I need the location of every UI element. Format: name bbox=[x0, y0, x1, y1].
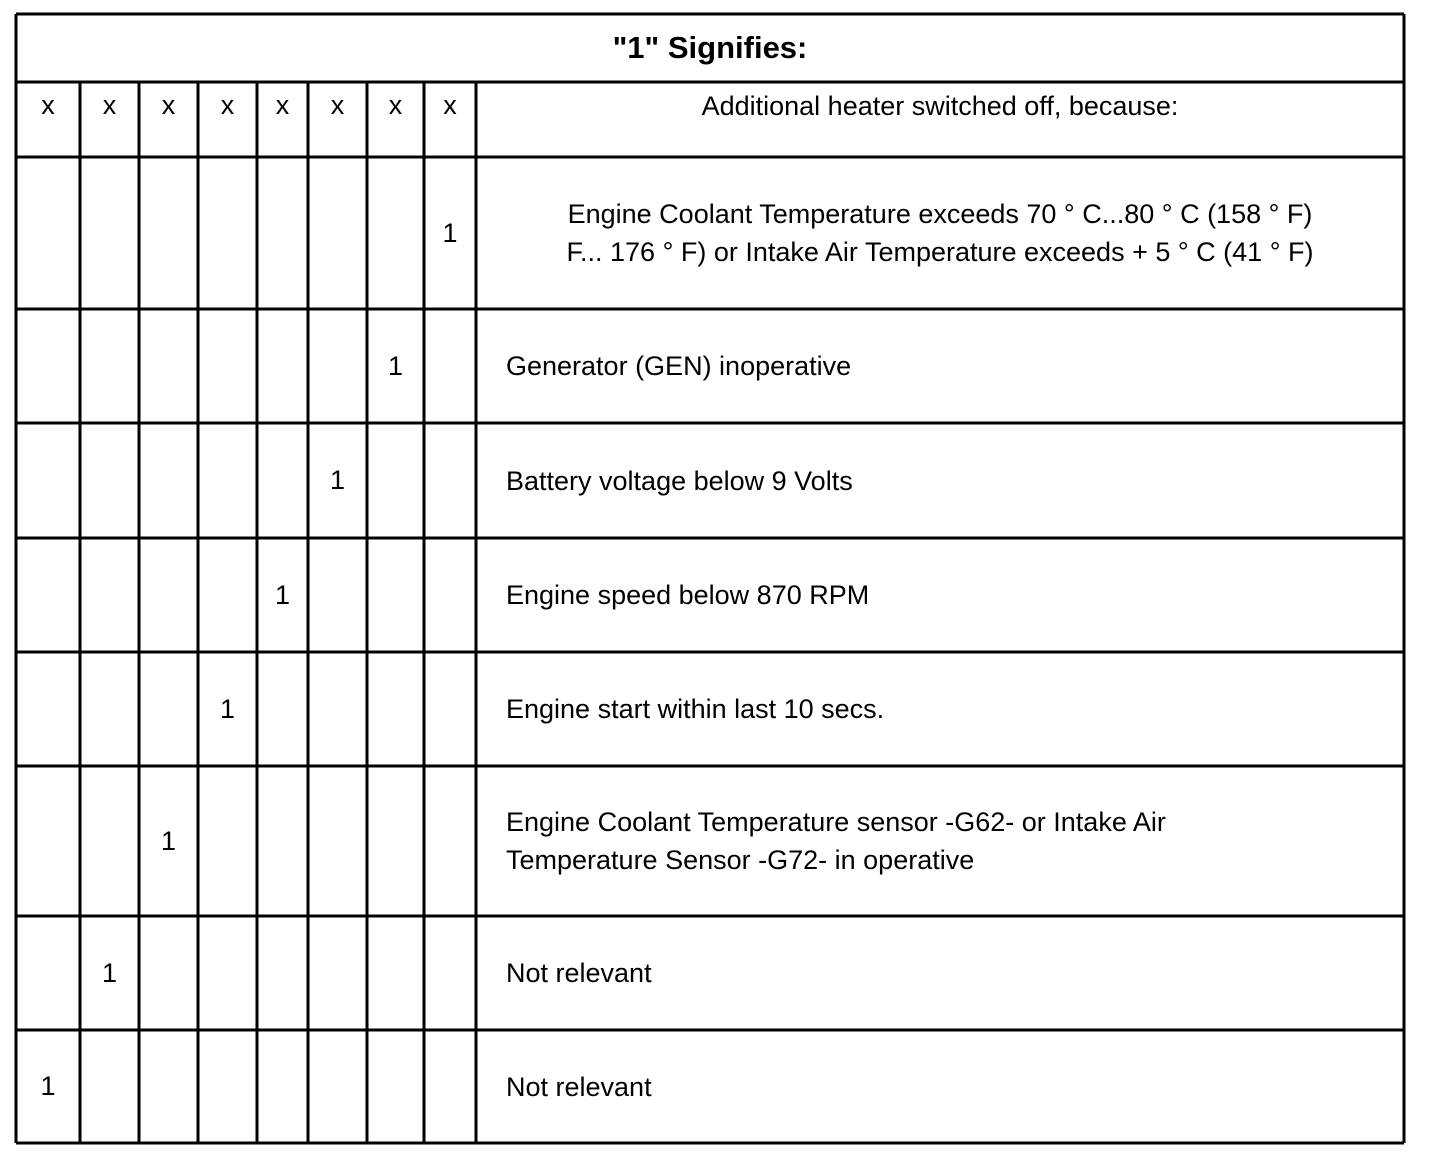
header-bit-label: x bbox=[41, 90, 55, 120]
header-bit-label: x bbox=[443, 90, 457, 120]
bit-value-cell: 1 bbox=[40, 1071, 56, 1101]
row-description-text: Engine Coolant Temperature sensor -G62- or Intake Air Temperature Sensor -G72- in operative bbox=[506, 807, 1166, 875]
header-bit-label: x bbox=[330, 90, 345, 120]
bit-value-cell: 1 bbox=[442, 217, 458, 248]
bit-value-cell: 1 bbox=[387, 350, 404, 381]
row-description bbox=[476, 309, 1404, 423]
row-description bbox=[476, 766, 1404, 916]
header-bit-label: x bbox=[220, 90, 235, 120]
row-description-text: Not relevant bbox=[506, 1071, 652, 1102]
row-description-text: Battery voltage below 9 Volts bbox=[506, 465, 853, 496]
header-bit-label: x bbox=[161, 90, 176, 120]
bit-value-cell: 1 bbox=[329, 465, 346, 495]
header-bit-label: x bbox=[102, 90, 117, 120]
row-description bbox=[476, 538, 1404, 652]
bit-value-cell: 1 bbox=[160, 825, 177, 856]
row-description-text: Engine speed below 870 RPM bbox=[506, 580, 870, 610]
row-description bbox=[476, 916, 1404, 1030]
table-title: "1" Signifies: bbox=[612, 30, 808, 65]
row-description bbox=[476, 652, 1404, 766]
bit-value-cell: 1 bbox=[274, 579, 291, 610]
row-description-text: Generator (GEN) inoperative bbox=[506, 351, 852, 381]
bit-value-cell: 1 bbox=[101, 957, 118, 988]
header-description: Additional heater switched off, because: bbox=[701, 91, 1179, 121]
header-bit-label: x bbox=[275, 90, 290, 120]
row-description-text: Engine start within last 10 secs. bbox=[506, 694, 885, 724]
row-description bbox=[476, 157, 1404, 309]
row-description-text: Not relevant bbox=[506, 958, 652, 988]
row-description-text: Engine Coolant Temperature exceeds 70 ° C...80 ° C (158 ° F) F... 176 ° F) or Intake Air Temperature exceeds + 5 ° C (41 ° F) bbox=[566, 199, 1314, 267]
bit-value-cell: 1 bbox=[219, 693, 236, 724]
row-description bbox=[476, 1030, 1404, 1143]
row-description bbox=[476, 423, 1404, 538]
header-bit-label: x bbox=[388, 90, 403, 120]
